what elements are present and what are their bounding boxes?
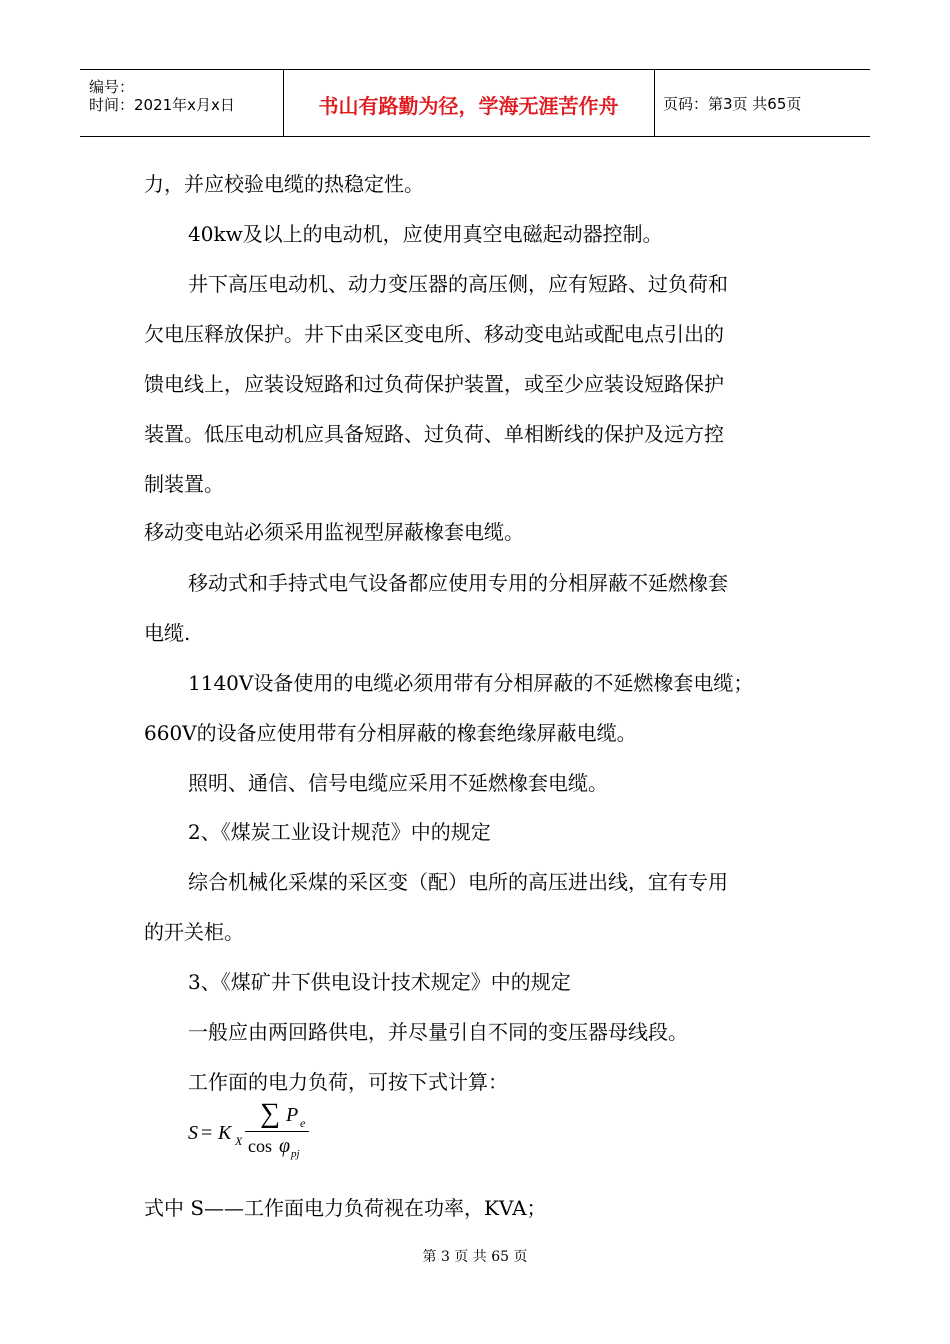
body-line: 一般应由两回路供电，并尽量引自不同的变压器母线段。 [188,1020,688,1044]
body-line: 装置。低压电动机应具备短路、过负荷、单相断线的保护及远方控 [144,422,724,446]
number-label: 编号： [89,78,135,96]
header-meta-cell [80,70,284,136]
body-line: 力，并应校验电缆的热稳定性。 [144,172,424,196]
header-page-cell [655,70,870,136]
body-line: 660V的设备应使用带有分相屏蔽的橡套绝缘屏蔽电缆。 [144,721,637,745]
body-line: 40kw及以上的电动机，应使用真空电磁起动器控制。 [188,222,663,246]
formula-den-func: cos [248,1136,272,1156]
body-line: 1140V设备使用的电缆必须用带有分相屏蔽的不延燃橡套电缆； [188,671,754,695]
sum-symbol: ∑ [260,1098,280,1129]
formula-den-sub: pj [291,1148,300,1160]
body-line: 制装置。 [144,472,224,496]
page-footer: 第 3 页 共 65 页 [422,1249,528,1265]
body-line: 工作面的电力负荷，可按下式计算： [188,1070,508,1094]
section-heading: 2、《煤炭工业设计规范》中的规定 [188,820,491,844]
formula-num-sub: e [300,1116,306,1130]
formula-equals: = [201,1122,213,1144]
formula-coef: K [218,1122,232,1144]
body-line: 井下高压电动机、动力变压器的高压侧，应有短路、过负荷和 [188,272,728,296]
body-line: 移动变电站必须采用监视型屏蔽橡套电缆。 [144,520,524,544]
body-line: 电缆. [144,621,191,645]
page-header [80,69,870,137]
formula-coef-sub: X [235,1134,243,1148]
fraction-bar [245,1131,309,1132]
motto-text: 书山有路勤为径，学海无涯苦作舟 [318,94,619,118]
load-formula [188,1098,348,1168]
date-label: 时间：2021年x月x日 [89,96,235,114]
header-motto-cell [283,70,655,136]
body-line: 馈电线上，应装设短路和过负荷保护装置，或至少应装设短路保护 [144,372,724,396]
definition-line: 式中 S——工作面电力负荷视在功率，KVA； [144,1196,547,1220]
body-line: 的开关柜。 [144,920,244,944]
body-line: 照明、通信、信号电缆应采用不延燃橡套电缆。 [188,771,608,795]
formula-lhs: S [188,1122,198,1144]
section-heading: 3、《煤矿井下供电设计技术规定》中的规定 [188,970,571,994]
body-line: 移动式和手持式电气设备都应使用专用的分相屏蔽不延燃橡套 [188,571,728,595]
page-info: 页码：第3页 共65页 [663,95,802,113]
formula-num: P [286,1104,299,1126]
body-line: 综合机械化采煤的采区变（配）电所的高压进出线，宜有专用 [188,870,728,894]
formula-den-var: φ [279,1135,291,1157]
body-line: 欠电压释放保护。井下由采区变电所、移动变电站或配电点引出的 [144,322,724,346]
